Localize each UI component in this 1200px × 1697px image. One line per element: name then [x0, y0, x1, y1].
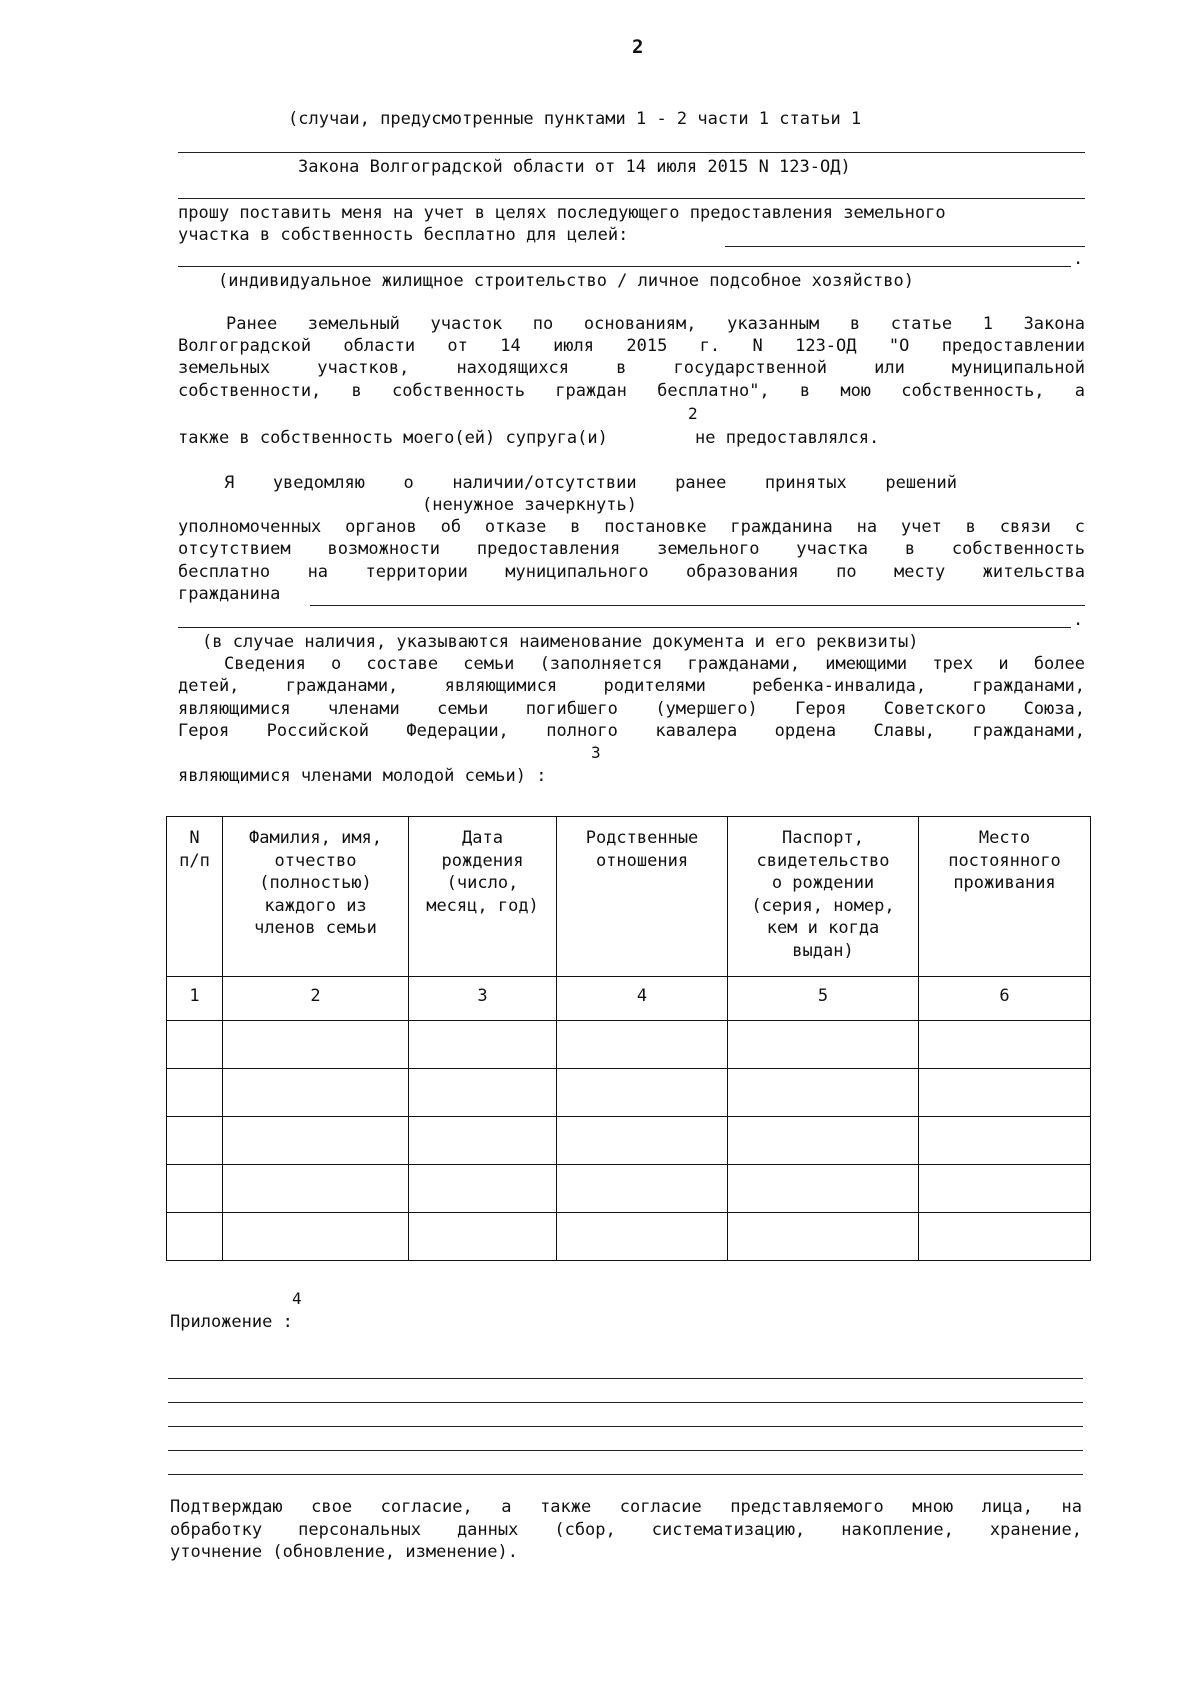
- table-cell[interactable]: [409, 1165, 557, 1213]
- family-line-1: Сведения о составе семьи (заполняется гражданами, имеющими трех и более: [224, 654, 1085, 674]
- notify-strike-note: (ненужное зачеркнуть): [422, 495, 637, 515]
- col-number-5: 5: [728, 977, 919, 1021]
- family-line-5: являющимися членами молодой семьи) :: [178, 766, 547, 786]
- previous-line-3: земельных участков, находящихся в государственной или муниципальной: [178, 358, 1085, 378]
- col-header-relation: Родственные отношения: [557, 817, 728, 977]
- table-header-row: [167, 817, 1091, 977]
- notify-line-4: бесплатно на территории муниципального образования по месту жительства: [178, 562, 1085, 582]
- request-line-2: участка в собственность бесплатно для целей:: [178, 225, 629, 245]
- previous-line-1: Ранее земельный участок по основаниям, указанным в статье 1 Закона: [226, 314, 1085, 334]
- header-line-1: (случаи, предусмотренные пунктами 1 - 2 части 1 статьи 1: [288, 109, 862, 129]
- decision-field-line-2[interactable]: [178, 627, 1071, 628]
- attachment-label: Приложение :: [170, 1312, 293, 1332]
- table-row: [167, 1213, 1091, 1261]
- request-line-1: прошу поставить меня на учет в целях последующего предоставления земельного: [178, 203, 946, 223]
- attachment-field-3[interactable]: [168, 1426, 1083, 1427]
- col-header-residence: Место постоянного проживания: [919, 817, 1091, 977]
- consent-line-2: обработку персональных данных (сбор, систематизацию, накопление, хранение,: [170, 1520, 1082, 1540]
- notify-line-1: Я уведомляю о наличии/отсутствии ранее принятых решений: [224, 473, 957, 493]
- table-cell[interactable]: [557, 1021, 728, 1069]
- col-number-2: 2: [223, 977, 409, 1021]
- table-cell[interactable]: [223, 1069, 409, 1117]
- table-cell[interactable]: [167, 1117, 223, 1165]
- table-cell[interactable]: [167, 1213, 223, 1261]
- table-cell[interactable]: [223, 1021, 409, 1069]
- table-cell[interactable]: [409, 1021, 557, 1069]
- table-cell[interactable]: [728, 1069, 919, 1117]
- col-number-3: 3: [409, 977, 557, 1021]
- table-cell[interactable]: [409, 1213, 557, 1261]
- purpose-field[interactable]: [725, 246, 1085, 247]
- previous-line-4: собственности, в собственность граждан бесплатно", в мою собственность, а: [178, 381, 1085, 401]
- table-cell[interactable]: [409, 1117, 557, 1165]
- table-cell[interactable]: [919, 1117, 1091, 1165]
- attachment-field-4[interactable]: [168, 1450, 1083, 1451]
- table-cell[interactable]: [223, 1213, 409, 1261]
- page-number: 2: [632, 36, 644, 58]
- table-cell[interactable]: [728, 1165, 919, 1213]
- col-number-4: 4: [557, 977, 728, 1021]
- table-cell[interactable]: [919, 1069, 1091, 1117]
- attachment-field-2[interactable]: [168, 1402, 1083, 1403]
- table-cell[interactable]: [167, 1021, 223, 1069]
- table-cell[interactable]: [557, 1213, 728, 1261]
- table-cell[interactable]: [223, 1165, 409, 1213]
- table-cell[interactable]: [167, 1165, 223, 1213]
- notify-line-2: уполномоченных органов об отказе в постановке гражданина на учет в связи с: [178, 517, 1085, 537]
- table-cell[interactable]: [919, 1021, 1091, 1069]
- purpose-period: .: [1073, 249, 1084, 269]
- attachment-field-5[interactable]: [168, 1474, 1083, 1475]
- notify-line-5: гражданина: [178, 584, 281, 604]
- table-cell[interactable]: [557, 1069, 728, 1117]
- table-cell[interactable]: [167, 1069, 223, 1117]
- family-line-3: являющимися членами семьи погибшего (умершего) Героя Советского Союза,: [178, 699, 1085, 719]
- footnote-4: 4: [292, 1289, 302, 1308]
- purpose-field-line-2[interactable]: [178, 266, 1071, 267]
- attachment-field-1[interactable]: [168, 1378, 1083, 1379]
- family-line-4: Героя Российской Федерации, полного кавалера ордена Славы, гражданами,: [178, 721, 1085, 741]
- decision-field[interactable]: [310, 605, 1085, 606]
- purpose-hint: (индивидуальное жилищное строительство / личное подсобное хозяйство): [218, 271, 914, 291]
- table-cell[interactable]: [728, 1213, 919, 1261]
- col-header-passport: Паспорт, свидетельство о рождении (серия, номер, кем и когда выдан): [728, 817, 919, 977]
- family-table: [166, 816, 1091, 1261]
- table-cell[interactable]: [409, 1069, 557, 1117]
- footnote-3: 3: [591, 743, 601, 762]
- col-number-1: 1: [167, 977, 223, 1021]
- table-cell[interactable]: [728, 1021, 919, 1069]
- notify-line-3: отсутствием возможности предоставления земельного участка в собственность: [178, 539, 1085, 559]
- consent-line-1: Подтверждаю свое согласие, а также согласие представляемого мною лица, на: [170, 1497, 1082, 1517]
- table-number-row: [167, 977, 1091, 1021]
- table-cell[interactable]: [223, 1117, 409, 1165]
- previous-line-2: Волгоградской области от 14 июля 2015 г. N 123-ОД "О предоставлении: [178, 336, 1085, 356]
- col-header-number: N п/п: [167, 817, 223, 977]
- col-header-birthdate: Дата рождения (число, месяц, год): [409, 817, 557, 977]
- header-rule-1: [178, 152, 1085, 153]
- table-row: [167, 1021, 1091, 1069]
- table-cell[interactable]: [557, 1165, 728, 1213]
- table-cell[interactable]: [919, 1213, 1091, 1261]
- table-cell[interactable]: [728, 1117, 919, 1165]
- col-header-name: Фамилия, имя, отчество (полностью) каждого из членов семьи: [223, 817, 409, 977]
- table-row: [167, 1165, 1091, 1213]
- table-cell[interactable]: [557, 1117, 728, 1165]
- header-line-2: Закона Волгоградской области от 14 июля 2015 N 123-ОД): [298, 157, 851, 177]
- footnote-2: 2: [688, 404, 698, 423]
- header-rule-2: [178, 198, 1085, 199]
- family-line-2: детей, гражданами, являющимися родителями ребенка-инвалида, гражданами,: [178, 676, 1085, 696]
- previous-line-5b: не предоставлялся.: [695, 428, 880, 448]
- table-cell[interactable]: [919, 1165, 1091, 1213]
- table-row: [167, 1117, 1091, 1165]
- consent-line-3: уточнение (обновление, изменение).: [170, 1542, 518, 1562]
- decision-hint: (в случае наличия, указываются наименование документа и его реквизиты): [202, 632, 919, 652]
- table-row: [167, 1069, 1091, 1117]
- previous-line-5a: также в собственность моего(ей) супруга(и): [178, 428, 608, 448]
- col-number-6: 6: [919, 977, 1091, 1021]
- decision-period: .: [1073, 610, 1084, 630]
